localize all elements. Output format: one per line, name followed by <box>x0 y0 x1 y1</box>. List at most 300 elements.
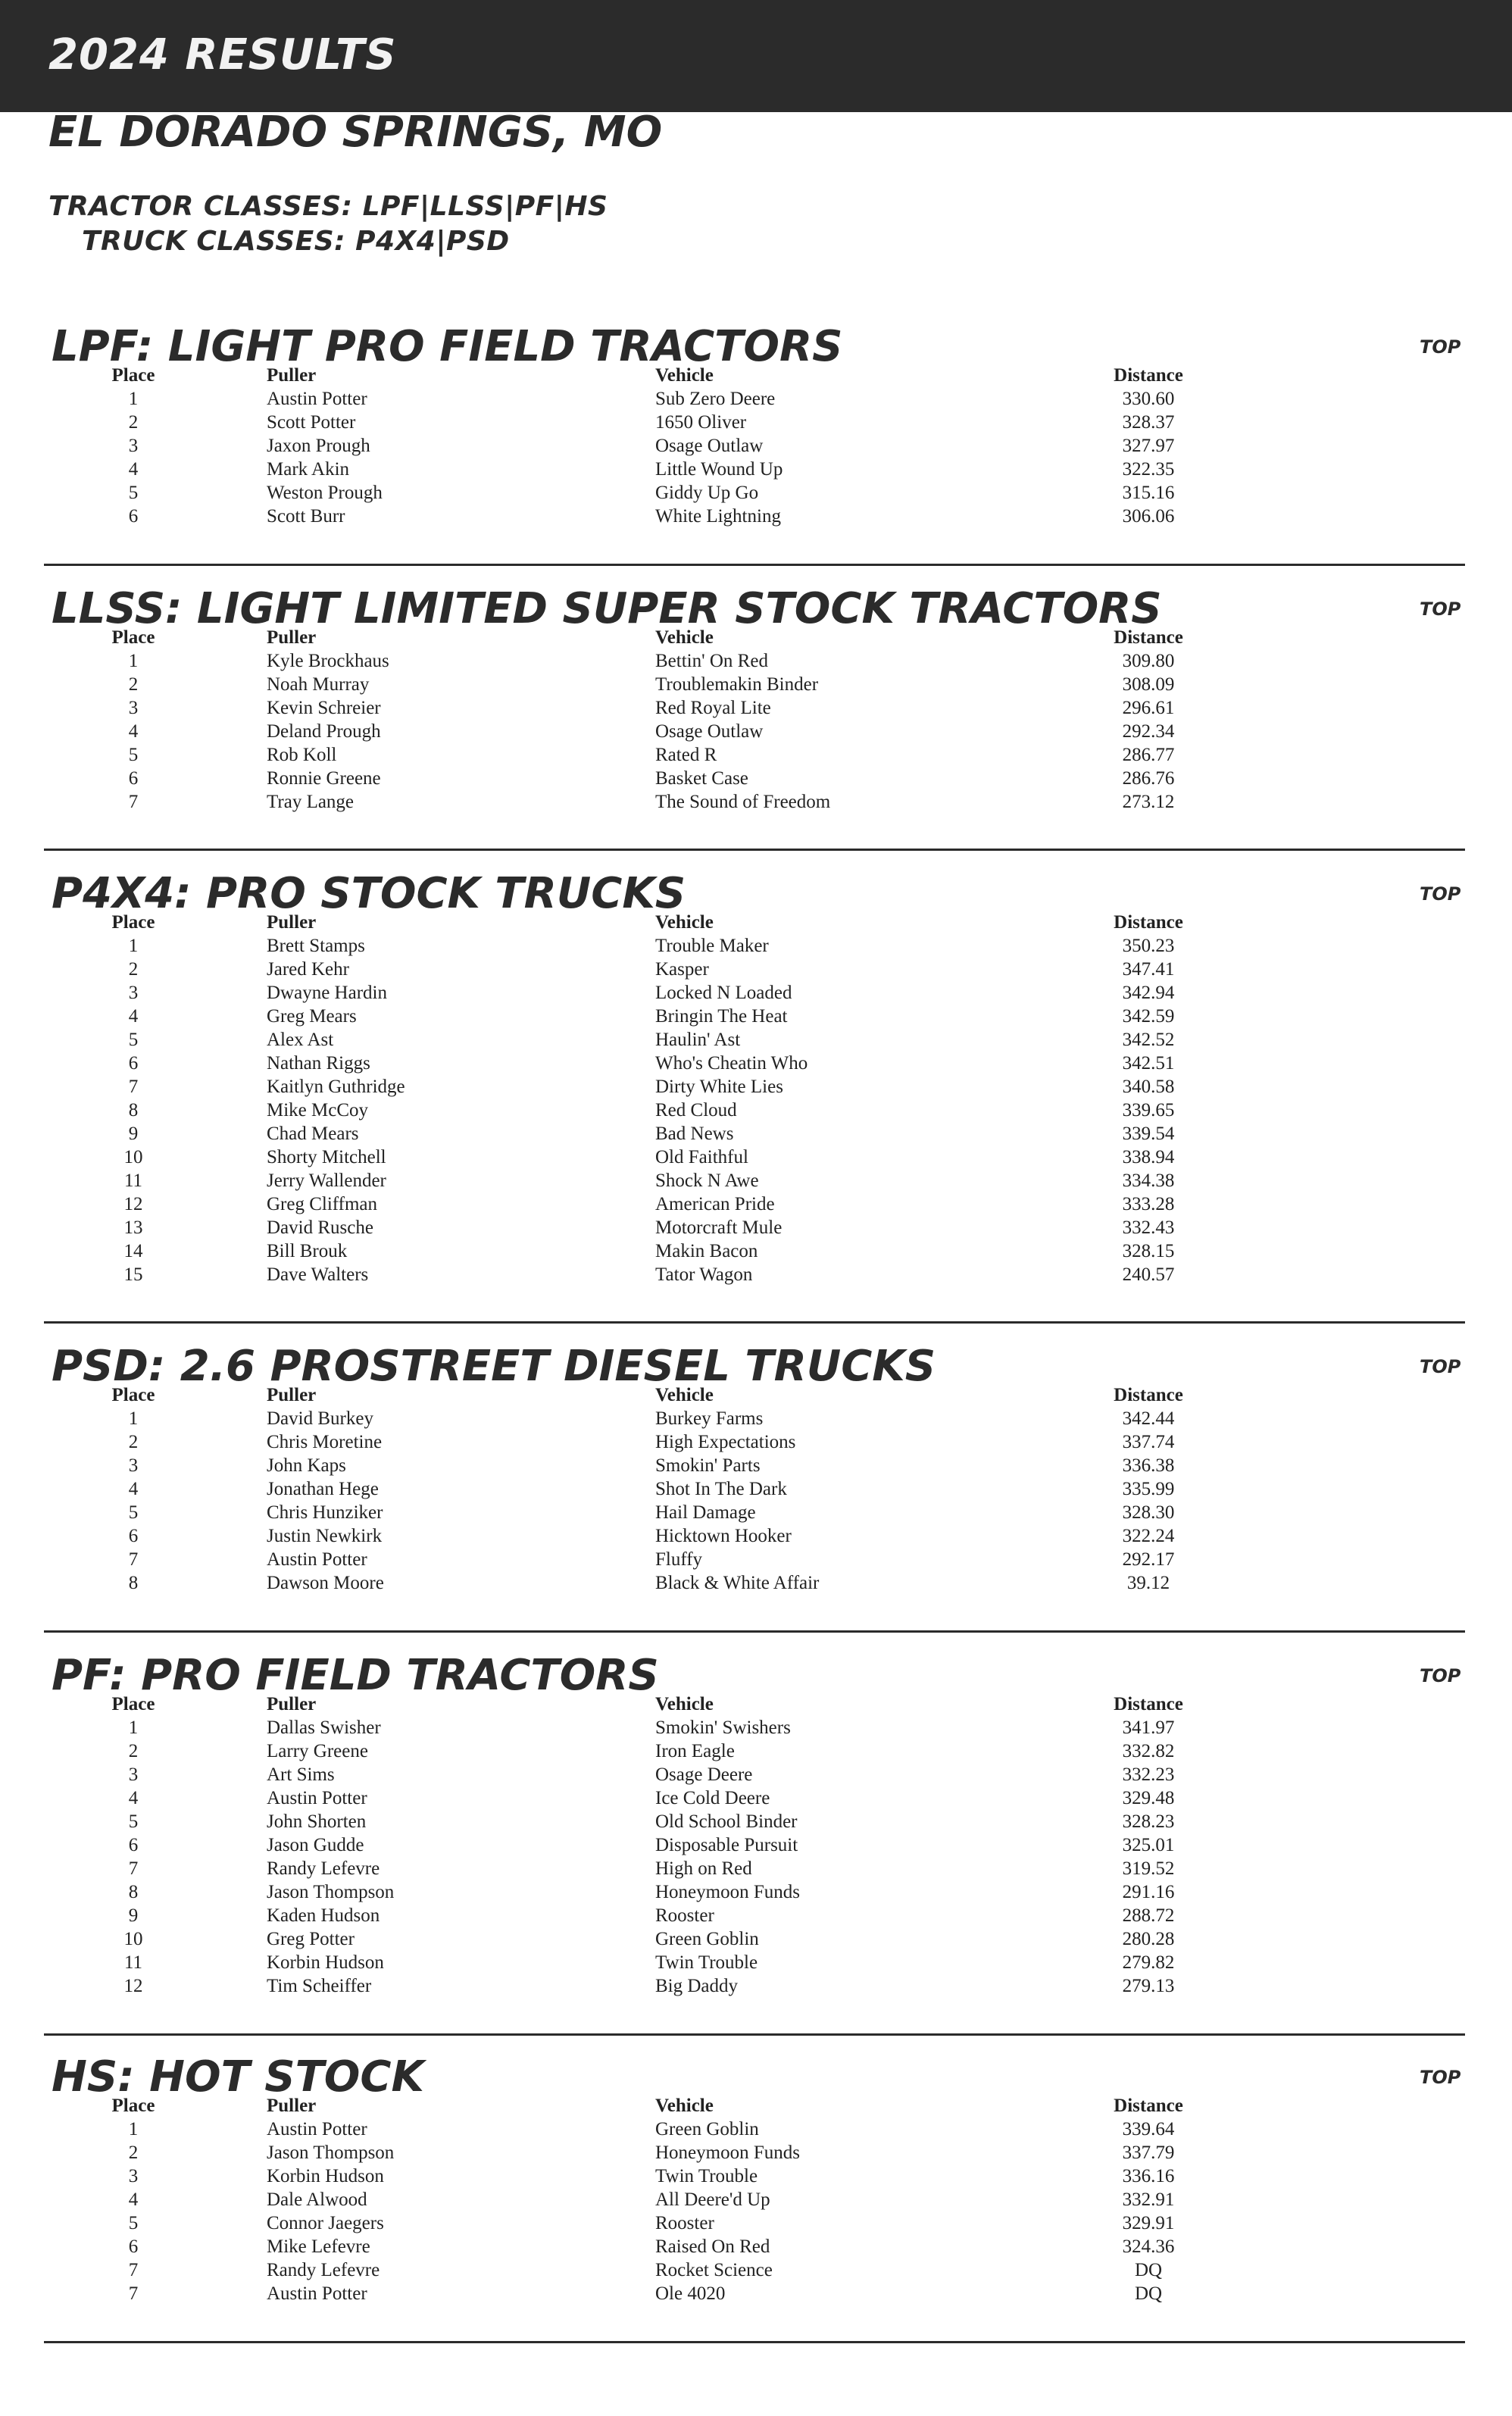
table-row <box>0 1454 1253 1477</box>
column-header-vehicle: Vehicle <box>655 365 714 386</box>
place-cell: 3 <box>128 983 139 1003</box>
puller-cell: Randy Lefevre <box>267 1858 380 1879</box>
table-row <box>0 434 1253 458</box>
distance-cell: 309.80 <box>1122 651 1175 671</box>
section-title: PF: PRO FIELD TRACTORS <box>52 1651 659 1700</box>
vehicle-cell: Green Goblin <box>655 2119 759 2139</box>
distance-cell: 337.74 <box>1122 1432 1175 1452</box>
section-divider <box>44 2033 1465 2036</box>
table-row <box>0 1477 1253 1501</box>
distance-cell: 319.52 <box>1122 1858 1175 1879</box>
table-header-row <box>0 911 1253 934</box>
place-cell: 7 <box>128 792 139 812</box>
distance-cell: 308.09 <box>1122 674 1175 695</box>
table-row <box>0 673 1253 696</box>
vehicle-cell: The Sound of Freedom <box>655 792 831 812</box>
distance-cell: 240.57 <box>1122 1264 1175 1285</box>
puller-cell: Jason Thompson <box>267 1882 395 1902</box>
table-row <box>0 1263 1253 1286</box>
distance-cell: 339.65 <box>1122 1100 1175 1120</box>
place-cell: 5 <box>128 483 139 503</box>
vehicle-cell: Osage Outlaw <box>655 436 764 456</box>
table-row <box>0 1857 1253 1880</box>
vehicle-cell: Red Royal Lite <box>655 698 771 718</box>
distance-cell: 339.54 <box>1122 1124 1175 1144</box>
vehicle-cell: Honeymoon Funds <box>655 1882 800 1902</box>
column-header-puller: Puller <box>267 365 317 386</box>
back-to-top-link[interactable]: TOP <box>1420 336 1461 358</box>
distance-cell: 288.72 <box>1122 1905 1175 1926</box>
table-row <box>0 1571 1253 1595</box>
table-row <box>0 1430 1253 1454</box>
vehicle-cell: Basket Case <box>655 768 748 789</box>
puller-cell: Dave Walters <box>267 1264 369 1285</box>
vehicle-cell: Motorcraft Mule <box>655 1217 783 1238</box>
column-header-vehicle: Vehicle <box>655 1694 714 1714</box>
distance-cell: 273.12 <box>1122 792 1175 812</box>
vehicle-cell: Trouble Maker <box>655 936 769 956</box>
vehicle-cell: Big Daddy <box>655 1976 739 1996</box>
section-title: HS: HOT STOCK <box>52 2052 424 2102</box>
distance-cell: 279.13 <box>1122 1976 1175 1996</box>
place-cell: 6 <box>128 1526 139 1546</box>
table-row <box>0 458 1253 481</box>
puller-cell: Jaxon Prough <box>267 436 370 456</box>
table-row <box>0 387 1253 411</box>
distance-cell: 336.38 <box>1122 1455 1175 1476</box>
column-header-distance: Distance <box>1114 627 1183 648</box>
distance-cell: 329.48 <box>1122 1788 1175 1808</box>
vehicle-cell: Black & White Affair <box>655 1573 820 1593</box>
header-bar <box>0 0 1512 112</box>
vehicle-cell: Sub Zero Deere <box>655 389 776 409</box>
back-to-top-link[interactable]: TOP <box>1420 1665 1461 1686</box>
puller-cell: Chris Moretine <box>267 1432 383 1452</box>
table-row <box>0 1548 1253 1571</box>
vehicle-cell: Troublemakin Binder <box>655 674 819 695</box>
place-cell: 7 <box>128 1858 139 1879</box>
vehicle-cell: Osage Outlaw <box>655 721 764 742</box>
place-cell: 3 <box>128 698 139 718</box>
distance-cell: 291.16 <box>1122 1882 1175 1902</box>
place-cell: 10 <box>123 1147 143 1167</box>
puller-cell: Dwayne Hardin <box>267 983 387 1003</box>
puller-cell: Ronnie Greene <box>267 768 381 789</box>
place-cell: 8 <box>128 1882 139 1902</box>
place-cell: 5 <box>128 1811 139 1832</box>
vehicle-cell: American Pride <box>655 1194 775 1214</box>
puller-cell: Austin Potter <box>267 2119 367 2139</box>
puller-cell: Rob Koll <box>267 745 337 765</box>
puller-cell: Scott Potter <box>267 412 356 433</box>
place-cell: 7 <box>128 2260 139 2280</box>
distance-cell: 279.82 <box>1122 1952 1175 1973</box>
table-row <box>0 1099 1253 1122</box>
vehicle-cell: Makin Bacon <box>655 1241 758 1261</box>
puller-cell: Dale Alwood <box>267 2189 367 2210</box>
vehicle-cell: Old Faithful <box>655 1147 748 1167</box>
table-row <box>0 1763 1253 1786</box>
distance-cell: 341.97 <box>1122 1717 1175 1738</box>
distance-cell: 296.61 <box>1122 698 1175 718</box>
vehicle-cell: All Deere'd Up <box>655 2189 770 2210</box>
place-cell: 4 <box>128 721 139 742</box>
vehicle-cell: Ice Cold Deere <box>655 1788 770 1808</box>
puller-cell: Mike McCoy <box>267 1100 369 1120</box>
distance-cell: 334.38 <box>1122 1170 1175 1191</box>
place-cell: 4 <box>128 2189 139 2210</box>
puller-cell: Jared Kehr <box>267 959 349 980</box>
vehicle-cell: Smokin' Parts <box>655 1455 761 1476</box>
place-cell: 8 <box>128 1573 139 1593</box>
distance-cell: 292.34 <box>1122 721 1175 742</box>
distance-cell: 39.12 <box>1126 1573 1170 1593</box>
column-header-puller: Puller <box>267 912 317 933</box>
table-header-row <box>0 1383 1253 1407</box>
place-cell: 5 <box>128 2213 139 2233</box>
distance-cell: 292.17 <box>1122 1549 1175 1570</box>
table-header-row <box>0 2094 1253 2118</box>
table-row <box>0 1810 1253 1833</box>
table-row <box>0 2211 1253 2235</box>
table-row <box>0 2282 1253 2305</box>
puller-cell: Austin Potter <box>267 1549 367 1570</box>
place-cell: 2 <box>128 1432 139 1452</box>
section-title: P4X4: PRO STOCK TRUCKS <box>52 869 686 918</box>
distance-cell: 286.76 <box>1122 768 1175 789</box>
place-cell: 6 <box>128 1053 139 1074</box>
puller-cell: Art Sims <box>267 1764 335 1785</box>
distance-cell: 335.99 <box>1122 1479 1175 1499</box>
puller-cell: Kaitlyn Guthridge <box>267 1077 405 1097</box>
place-cell: 10 <box>123 1929 143 1949</box>
column-header-distance: Distance <box>1114 1385 1183 1405</box>
section-divider <box>44 849 1465 851</box>
puller-cell: Korbin Hudson <box>267 2166 384 2186</box>
back-to-top-link[interactable]: TOP <box>1420 2067 1461 2088</box>
distance-cell: 330.60 <box>1122 389 1175 409</box>
section-title: PSD: 2.6 PROSTREET DIESEL TRUCKS <box>52 1342 936 1391</box>
distance-cell: 286.77 <box>1122 745 1175 765</box>
distance-cell: 332.82 <box>1122 1741 1175 1761</box>
distance-cell: 329.91 <box>1122 2213 1175 2233</box>
table-row <box>0 958 1253 981</box>
puller-cell: Austin Potter <box>267 389 367 409</box>
vehicle-cell: Burkey Farms <box>655 1408 764 1429</box>
puller-cell: Jonathan Hege <box>267 1479 379 1499</box>
puller-cell: Jerry Wallender <box>267 1170 386 1191</box>
place-cell: 11 <box>123 1952 143 1973</box>
table-row <box>0 2141 1253 2164</box>
place-cell: 6 <box>128 2236 139 2257</box>
vehicle-cell: Hail Damage <box>655 1502 756 1523</box>
distance-cell: 328.30 <box>1122 1502 1175 1523</box>
table-header-row <box>0 1692 1253 1716</box>
table-row <box>0 1216 1253 1239</box>
table-row <box>0 1524 1253 1548</box>
vehicle-cell: Osage Deere <box>655 1764 753 1785</box>
vehicle-cell: Shock N Awe <box>655 1170 759 1191</box>
results-table <box>0 364 1253 528</box>
table-row <box>0 481 1253 505</box>
puller-cell: Noah Murray <box>267 674 370 695</box>
column-header-place: Place <box>111 1385 155 1405</box>
puller-cell: Korbin Hudson <box>267 1952 384 1973</box>
puller-cell: Larry Greene <box>267 1741 368 1761</box>
distance-cell: 328.23 <box>1122 1811 1175 1832</box>
puller-cell: Jason Thompson <box>267 2143 395 2163</box>
place-cell: 2 <box>128 959 139 980</box>
table-row <box>0 1028 1253 1052</box>
column-header-place: Place <box>111 912 155 933</box>
distance-cell: 342.44 <box>1122 1408 1175 1429</box>
table-row <box>0 1880 1253 1904</box>
place-cell: 5 <box>128 1030 139 1050</box>
distance-cell: 332.91 <box>1122 2189 1175 2210</box>
vehicle-cell: Rooster <box>655 2213 714 2233</box>
table-row <box>0 1122 1253 1145</box>
place-cell: 9 <box>128 1905 139 1926</box>
table-row <box>0 1239 1253 1263</box>
place-cell: 1 <box>128 2119 139 2139</box>
puller-cell: Scott Burr <box>267 506 345 527</box>
event-location: EL DORADO SPRINGS, MO <box>48 108 663 157</box>
distance-cell: 342.51 <box>1122 1053 1175 1074</box>
vehicle-cell: Hicktown Hooker <box>655 1526 792 1546</box>
vehicle-cell: Bad News <box>655 1124 734 1144</box>
puller-cell: Greg Mears <box>267 1006 357 1027</box>
place-cell: 8 <box>128 1100 139 1120</box>
distance-cell: 332.43 <box>1122 1217 1175 1238</box>
vehicle-cell: Bettin' On Red <box>655 651 768 671</box>
place-cell: 4 <box>128 1788 139 1808</box>
place-cell: 1 <box>128 936 139 956</box>
distance-cell: 336.16 <box>1122 2166 1175 2186</box>
distance-cell: 347.41 <box>1122 959 1175 980</box>
vehicle-cell: Iron Eagle <box>655 1741 735 1761</box>
vehicle-cell: Ole 4020 <box>655 2283 726 2304</box>
column-header-place: Place <box>111 365 155 386</box>
vehicle-cell: Rated R <box>655 745 717 765</box>
place-cell: 5 <box>128 1502 139 1523</box>
puller-cell: Nathan Riggs <box>267 1053 370 1074</box>
place-cell: 13 <box>123 1217 143 1238</box>
place-cell: 7 <box>128 2283 139 2304</box>
vehicle-cell: Green Goblin <box>655 1929 759 1949</box>
vehicle-cell: Red Cloud <box>655 1100 737 1120</box>
place-cell: 2 <box>128 674 139 695</box>
puller-cell: Justin Newkirk <box>267 1526 383 1546</box>
vehicle-cell: Twin Trouble <box>655 1952 758 1973</box>
place-cell: 12 <box>123 1976 143 1996</box>
vehicle-cell: Shot In The Dark <box>655 1479 787 1499</box>
table-row <box>0 505 1253 528</box>
place-cell: 11 <box>123 1170 143 1191</box>
puller-cell: Bill Brouk <box>267 1241 348 1261</box>
place-cell: 3 <box>128 436 139 456</box>
table-row <box>0 1052 1253 1075</box>
distance-cell: 339.64 <box>1122 2119 1175 2139</box>
table-row <box>0 1786 1253 1810</box>
table-header-row <box>0 364 1253 387</box>
table-row <box>0 767 1253 790</box>
results-table <box>0 911 1253 1286</box>
distance-cell: 328.15 <box>1122 1241 1175 1261</box>
place-cell: 9 <box>128 1124 139 1144</box>
column-header-puller: Puller <box>267 627 317 648</box>
column-header-distance: Distance <box>1114 365 1183 386</box>
table-row <box>0 1951 1253 1974</box>
place-cell: 3 <box>128 1764 139 1785</box>
table-row <box>0 2164 1253 2188</box>
vehicle-cell: Tator Wagon <box>655 1264 753 1285</box>
column-header-distance: Distance <box>1114 1694 1183 1714</box>
puller-cell: John Shorten <box>267 1811 367 1832</box>
place-cell: 2 <box>128 1741 139 1761</box>
distance-cell: 328.37 <box>1122 412 1175 433</box>
vehicle-cell: Honeymoon Funds <box>655 2143 800 2163</box>
puller-cell: Weston Prough <box>267 483 383 503</box>
table-row <box>0 790 1253 814</box>
puller-cell: Shorty Mitchell <box>267 1147 386 1167</box>
table-row <box>0 1716 1253 1739</box>
place-cell: 4 <box>128 1006 139 1027</box>
column-header-puller: Puller <box>267 1385 317 1405</box>
puller-cell: Randy Lefevre <box>267 2260 380 2280</box>
column-header-puller: Puller <box>267 2096 317 2116</box>
distance-cell: 338.94 <box>1122 1147 1175 1167</box>
table-row <box>0 411 1253 434</box>
puller-cell: Deland Prough <box>267 721 381 742</box>
section-divider <box>44 564 1465 566</box>
place-cell: 6 <box>128 1835 139 1855</box>
puller-cell: Brett Stamps <box>267 936 365 956</box>
table-row <box>0 1833 1253 1857</box>
table-header-row <box>0 626 1253 649</box>
distance-cell: 280.28 <box>1122 1929 1175 1949</box>
puller-cell: Kaden Hudson <box>267 1905 380 1926</box>
section-divider <box>44 2341 1465 2343</box>
column-header-vehicle: Vehicle <box>655 627 714 648</box>
vehicle-cell: 1650 Oliver <box>655 412 747 433</box>
column-header-place: Place <box>111 1694 155 1714</box>
place-cell: 15 <box>123 1264 143 1285</box>
table-row <box>0 1927 1253 1951</box>
place-cell: 4 <box>128 459 139 480</box>
place-cell: 7 <box>128 1077 139 1097</box>
vehicle-cell: Dirty White Lies <box>655 1077 783 1097</box>
vehicle-cell: High Expectations <box>655 1432 796 1452</box>
puller-cell: Dallas Swisher <box>267 1717 381 1738</box>
table-row <box>0 2258 1253 2282</box>
distance-cell: 306.06 <box>1122 506 1175 527</box>
results-table <box>0 1383 1253 1595</box>
vehicle-cell: Locked N Loaded <box>655 983 792 1003</box>
table-row <box>0 1974 1253 1998</box>
column-header-place: Place <box>111 627 155 648</box>
table-row <box>0 1192 1253 1216</box>
distance-cell: DQ <box>1134 2260 1163 2280</box>
place-cell: 2 <box>128 412 139 433</box>
place-cell: 5 <box>128 745 139 765</box>
puller-cell: John Kaps <box>267 1455 346 1476</box>
vehicle-cell: White Lightning <box>655 506 781 527</box>
back-to-top-link[interactable]: TOP <box>1420 599 1461 620</box>
puller-cell: Tray Lange <box>267 792 355 812</box>
section-divider <box>44 1321 1465 1324</box>
section-title: LLSS: LIGHT LIMITED SUPER STOCK TRACTORS <box>52 584 1162 633</box>
puller-cell: David Burkey <box>267 1408 373 1429</box>
column-header-distance: Distance <box>1114 912 1183 933</box>
results-table <box>0 1692 1253 1998</box>
distance-cell: 350.23 <box>1122 936 1175 956</box>
table-row <box>0 696 1253 720</box>
vehicle-cell: Kasper <box>655 959 709 980</box>
vehicle-cell: Giddy Up Go <box>655 483 759 503</box>
puller-cell: Greg Cliffman <box>267 1194 378 1214</box>
column-header-puller: Puller <box>267 1694 317 1714</box>
table-row <box>0 934 1253 958</box>
place-cell: 3 <box>128 1455 139 1476</box>
back-to-top-link[interactable]: TOP <box>1420 883 1461 905</box>
vehicle-cell: Twin Trouble <box>655 2166 758 2186</box>
puller-cell: Mark Akin <box>267 459 350 480</box>
puller-cell: Kevin Schreier <box>267 698 381 718</box>
vehicle-cell: Fluffy <box>655 1549 703 1570</box>
column-header-vehicle: Vehicle <box>655 912 714 933</box>
table-row <box>0 743 1253 767</box>
vehicle-cell: Raised On Red <box>655 2236 770 2257</box>
puller-cell: Kyle Brockhaus <box>267 651 389 671</box>
table-row <box>0 981 1253 1005</box>
table-row <box>0 1169 1253 1192</box>
vehicle-cell: Little Wound Up <box>655 459 783 480</box>
puller-cell: Chad Mears <box>267 1124 359 1144</box>
distance-cell: 342.94 <box>1122 983 1175 1003</box>
table-row <box>0 1145 1253 1169</box>
distance-cell: 324.36 <box>1122 2236 1175 2257</box>
place-cell: 1 <box>128 389 139 409</box>
table-row <box>0 1005 1253 1028</box>
table-row <box>0 1075 1253 1099</box>
column-header-vehicle: Vehicle <box>655 1385 714 1405</box>
puller-cell: Tim Scheiffer <box>267 1976 372 1996</box>
page-title: 2024 RESULTS <box>48 30 397 80</box>
place-cell: 6 <box>128 768 139 789</box>
distance-cell: 327.97 <box>1122 436 1175 456</box>
section-title: LPF: LIGHT PRO FIELD TRACTORS <box>52 322 843 371</box>
vehicle-cell: Disposable Pursuit <box>655 1835 798 1855</box>
puller-cell: David Rusche <box>267 1217 373 1238</box>
table-row <box>0 720 1253 743</box>
back-to-top-link[interactable]: TOP <box>1420 1356 1461 1377</box>
distance-cell: 342.59 <box>1122 1006 1175 1027</box>
vehicle-cell: Rocket Science <box>655 2260 773 2280</box>
column-header-vehicle: Vehicle <box>655 2096 714 2116</box>
vehicle-cell: Rooster <box>655 1905 714 1926</box>
vehicle-cell: Haulin' Ast <box>655 1030 741 1050</box>
place-cell: 4 <box>128 1479 139 1499</box>
place-cell: 3 <box>128 2166 139 2186</box>
table-row <box>0 1739 1253 1763</box>
place-cell: 1 <box>128 651 139 671</box>
column-header-distance: Distance <box>1114 2096 1183 2116</box>
distance-cell: 337.79 <box>1122 2143 1175 2163</box>
vehicle-cell: Smokin' Swishers <box>655 1717 791 1738</box>
place-cell: 7 <box>128 1549 139 1570</box>
results-table <box>0 2094 1253 2305</box>
table-row <box>0 1501 1253 1524</box>
